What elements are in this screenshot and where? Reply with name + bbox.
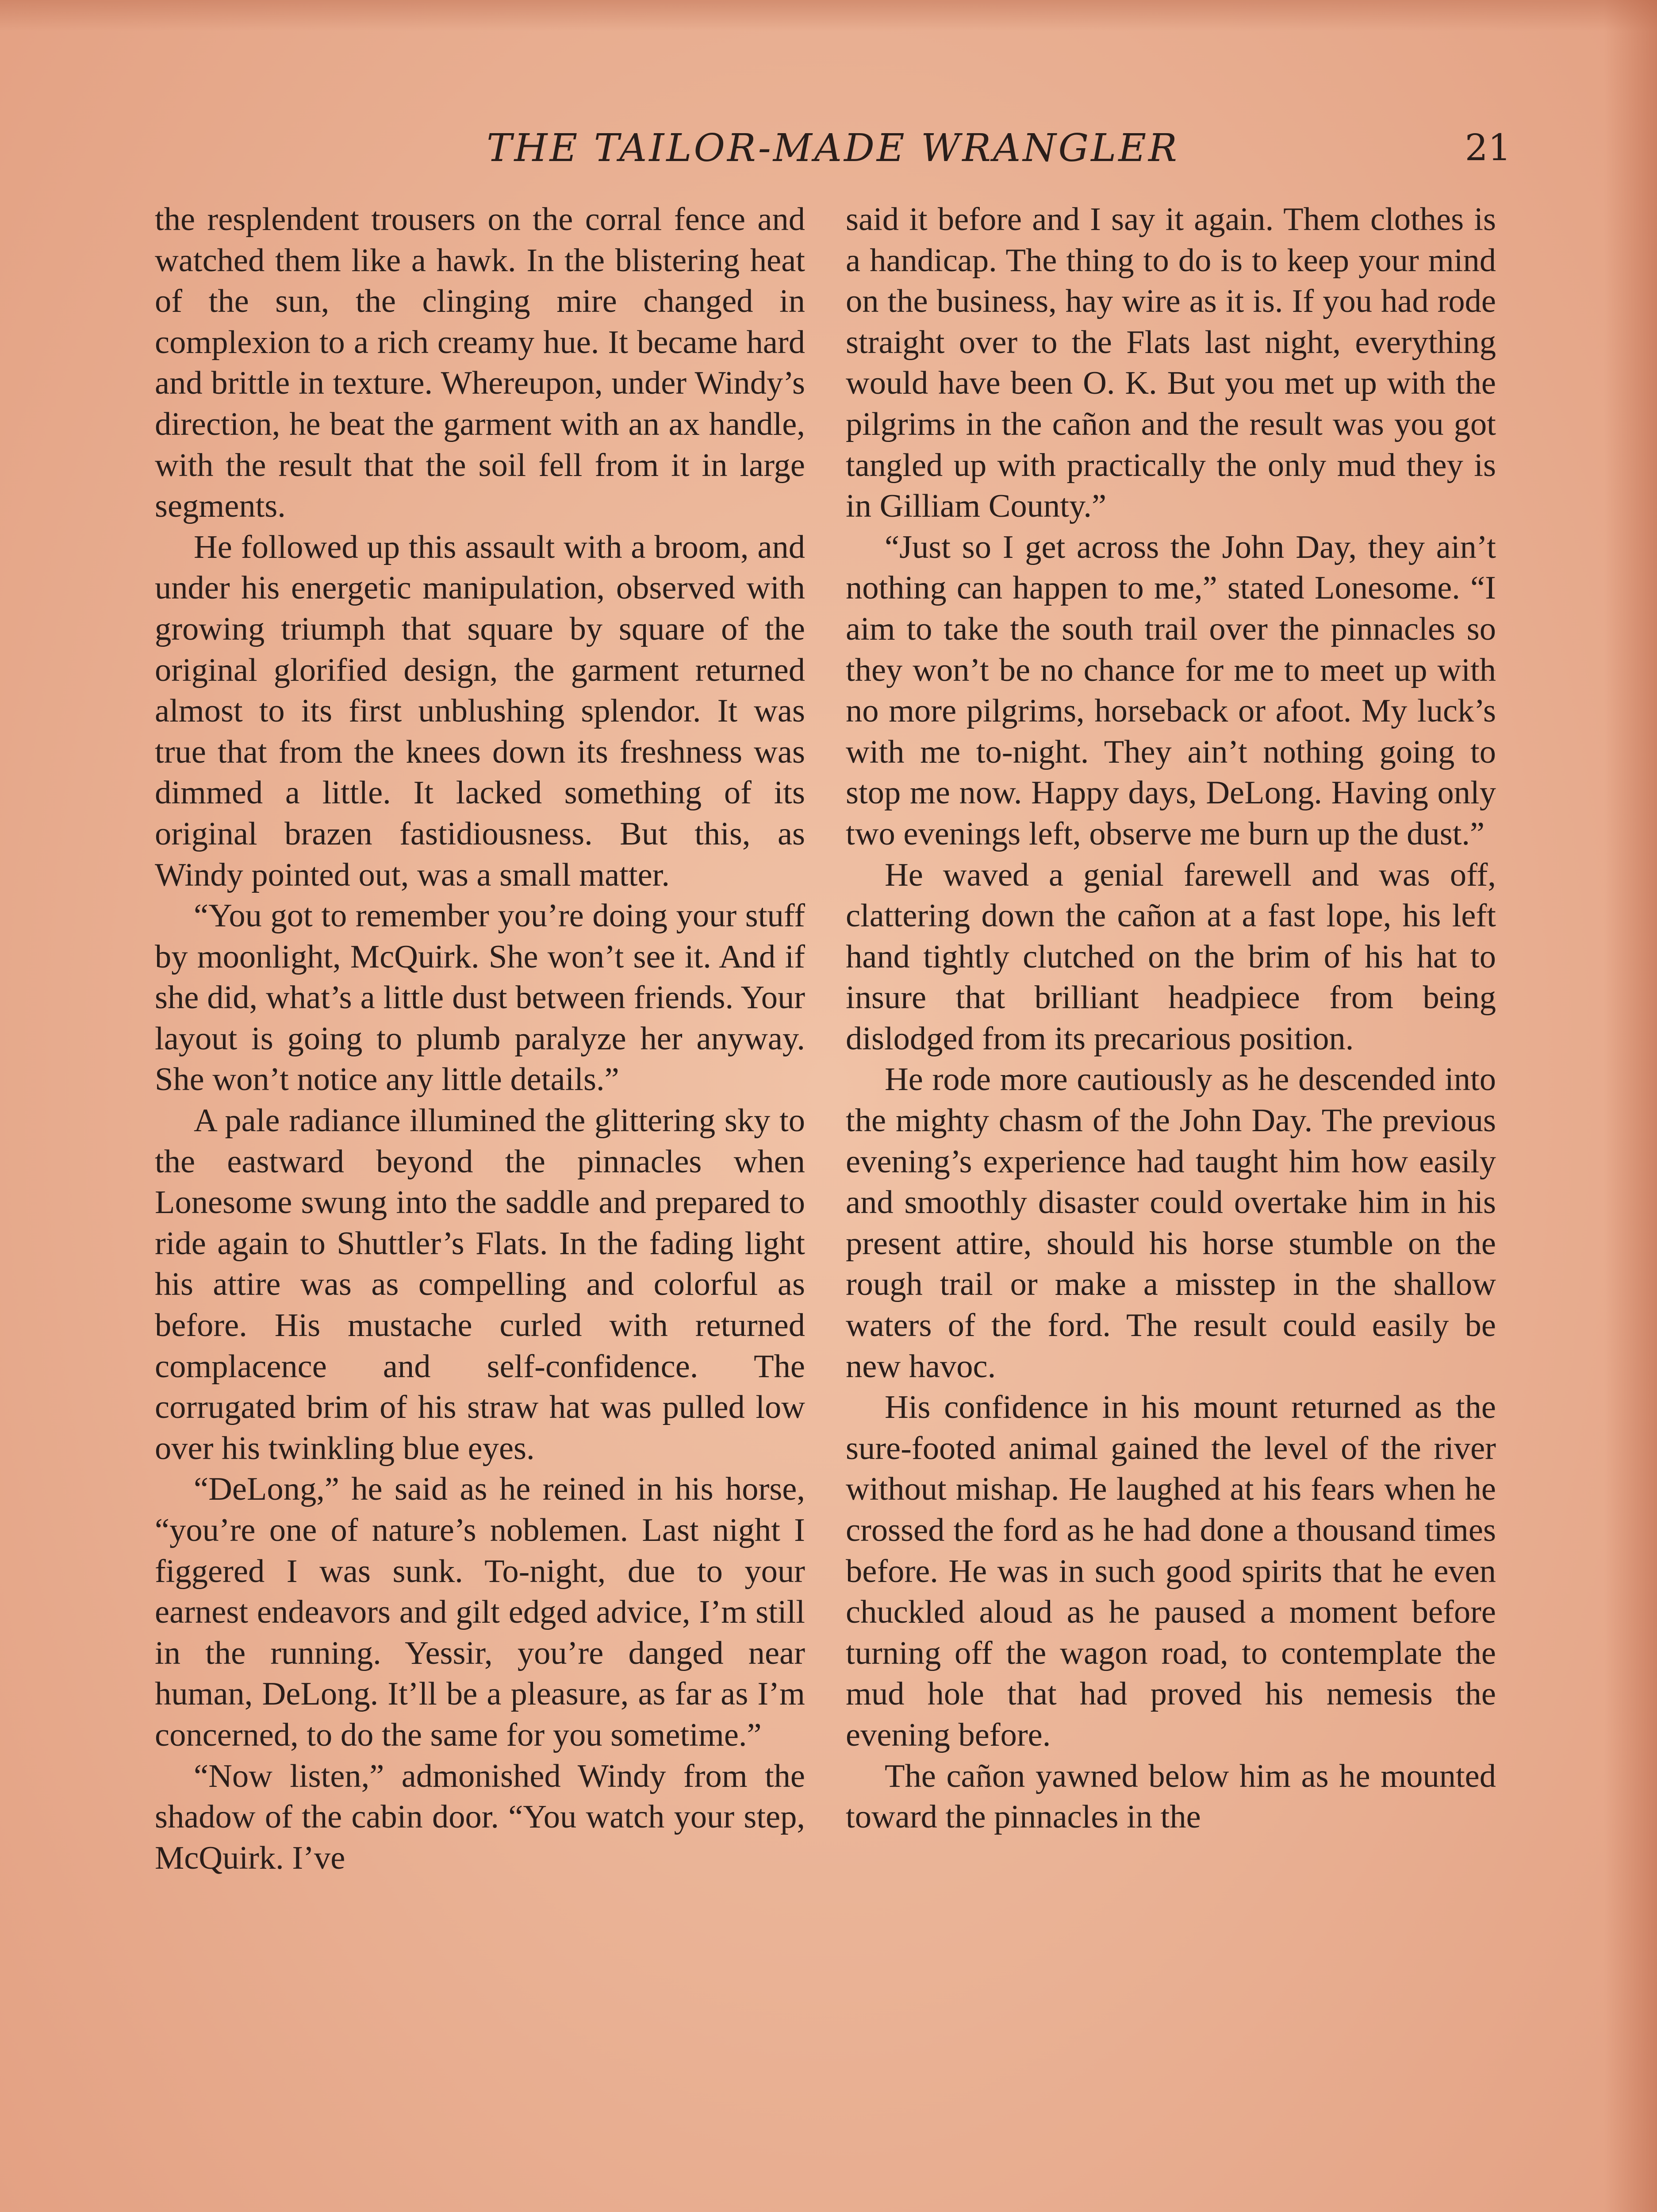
paragraph: said it before and I say it again. Them clothes is a handicap. The thing to do is to keep your mind on the business, hay wire as it is. If you had rode straight over to the Flats last night, everything would have been O. K. But you met up with the pilgrims in the cañon and the result was you got tangled up with practically the only mud they is in Gilliam County.” (846, 201, 1496, 525)
paragraph: “Now listen,” admonished Windy from the shadow of the cabin door. “You watch your step, McQuirk. I’ve (155, 1758, 805, 1876)
paragraph: He followed up this assault with a broom, and under his energetic manipulation, observed with growing triumph that square by square of the original glorified design, the garment returned almost to its first unblushing splendor. It was true that from the knees down its freshness was dimmed a little. It lacked something of its original brazen fastidiousness. But this, as Windy pointed out, was a small matter. (155, 529, 805, 893)
right-text-column (846, 199, 1496, 1838)
left-text-column (155, 199, 805, 1878)
paragraph: He rode more cautiously as he descended into the mighty chasm of the John Day. The previous evening’s experience had taught him how easily and smoothly disaster could overtake him in his present attire, should his horse stumble on the rough trail or make a misstep in the shallow waters of the ford. The result could easily be new havoc. (846, 1061, 1496, 1385)
page-header (155, 119, 1511, 177)
paragraph: the resplendent trousers on the corral fence and watched them like a hawk. In the blistering heat of the sun, the clinging mire changed in complexion to a rich creamy hue. It became hard and brittle in texture. Whereupon, under Windy’s direction, he beat the garment with an ax handle, with the result that the soil fell from it in large segments. (155, 201, 805, 525)
paragraph: He waved a genial farewell and was off, clattering down the cañon at a fast lope, his left hand tightly clutched on the brim of his hat to insure that brilliant headpiece from being dislodged from its precarious position. (846, 856, 1496, 1057)
running-title: THE TAILOR-MADE WRANGLER (487, 126, 1179, 170)
page-edge-shading-right (1604, 0, 1657, 2212)
paragraph: “You got to remember you’re doing your stuff by moonlight, McQuirk. She won’t see it. And if she did, what’s a little dust between friends. Your layout is going to plumb paralyze her anyway. She won’t notice any little details.” (155, 898, 805, 1098)
paragraph: “DeLong,” he said as he reined in his horse, “you’re one of nature’s noblemen. Last night I figgered I was sunk. To-night, due to your earnest endeavors and gilt edged advice, I’m still in the running. Yessir, you’re danged near human, DeLong. It’ll be a pleasure, as far as I’m concerned, to do the same for you sometime.” (155, 1471, 805, 1753)
paragraph: A pale radiance illumined the glittering sky to the eastward beyond the pinnacles when Lonesome swung into the saddle and prepared to ride again to Shuttler’s Flats. In the fading light his attire was as compelling and colorful as before. His mustache curled with returned complacence and self-confidence. The corrugated brim of his straw hat was pulled low over his twinkling blue eyes. (155, 1102, 805, 1467)
page-number: 21 (1465, 127, 1511, 169)
paragraph: The cañon yawned below him as he mounted toward the pinnacles in the (846, 1758, 1496, 1836)
page-edge-shading (0, 0, 1657, 31)
paragraph: “Just so I get across the John Day, they ain’t nothing can happen to me,” stated Lonesome. “I aim to take the south trail over the pinnacles so they won’t be no chance for me to meet up with no more pilgrims, horseback or afoot. My luck’s with me to-night. They ain’t nothing going to stop me now. Happy days, DeLong. Having only two evenings left, observe me burn up the dust.” (846, 529, 1496, 852)
paragraph: His confidence in his mount returned as the sure-footed animal gained the level of the river without mishap. He laughed at his fears when he crossed the ford as he had done a thousand times before. He was in such good spirits that he even chuckled aloud as he paused a moment before turning off the wagon road, to contemplate the mud hole that had proved his nemesis the evening before. (846, 1389, 1496, 1753)
